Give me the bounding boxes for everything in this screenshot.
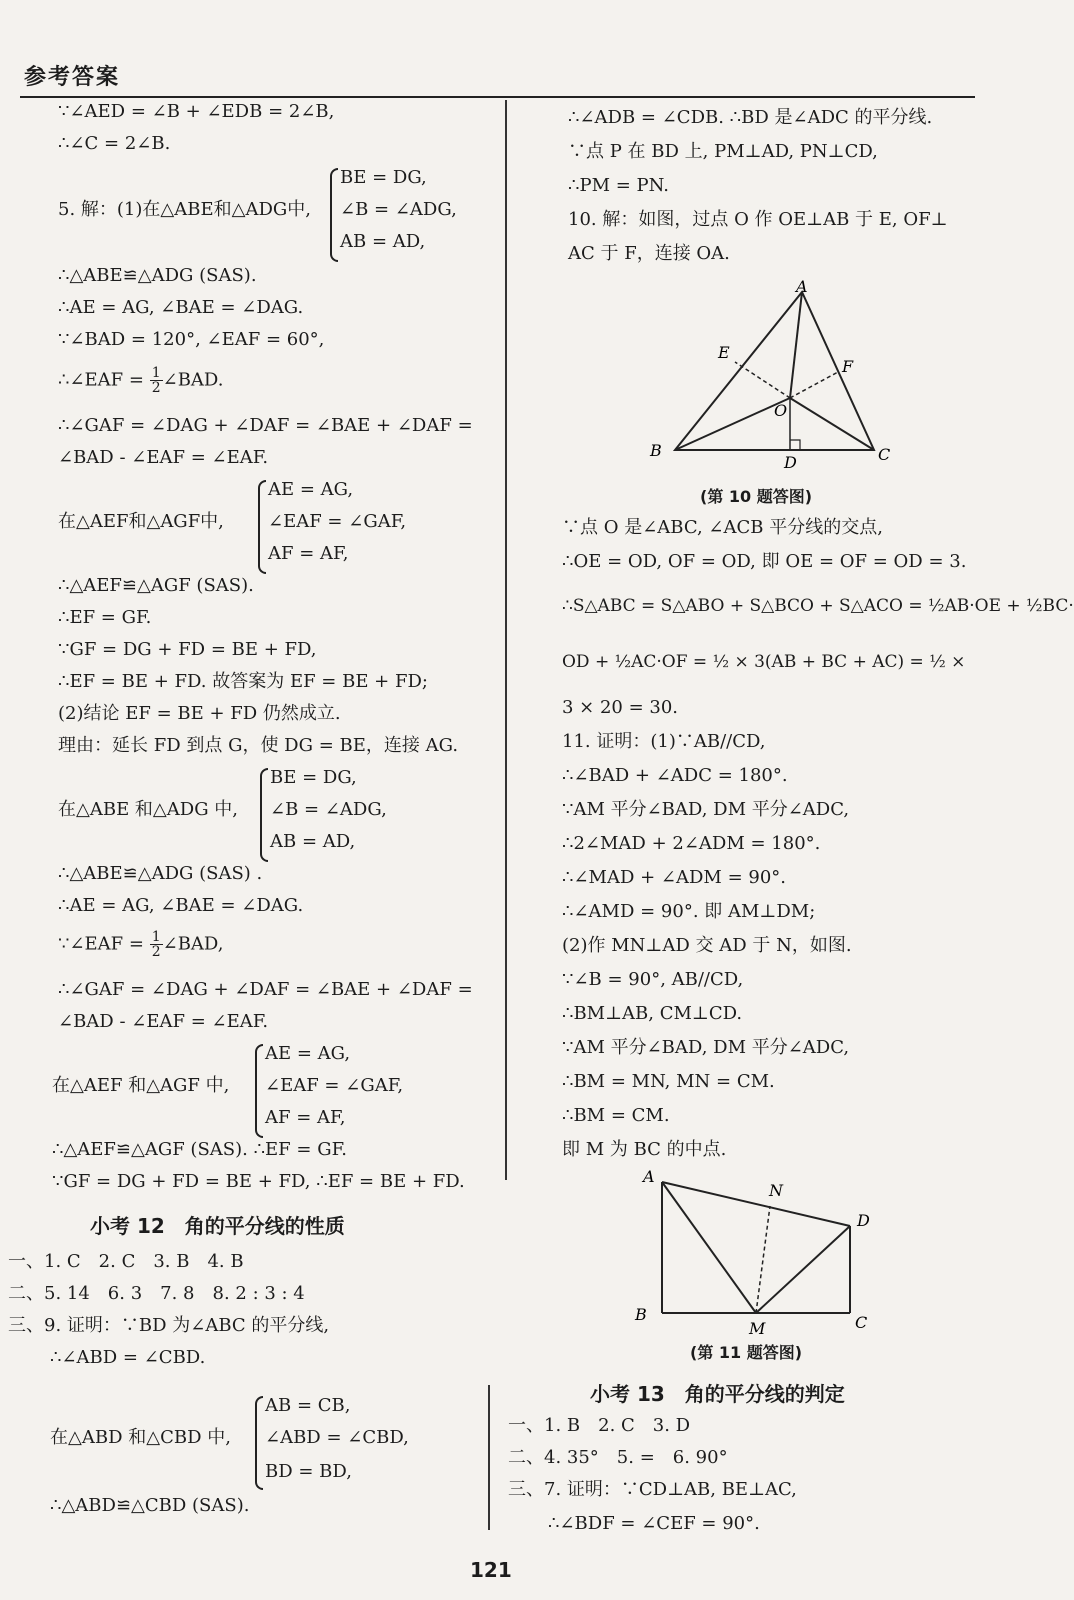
label-a: A <box>796 277 808 296</box>
segment-oe <box>735 362 790 398</box>
text-line: ∠BAD - ∠EAF = ∠EAF. <box>58 447 269 468</box>
system-brace <box>255 1044 263 1138</box>
text-line: ∴∠BDF = ∠CEF = 90°. <box>548 1513 760 1534</box>
text-line: ∴∠AMD = 90°. 即 AM⊥DM; <box>562 901 816 922</box>
text-line: ∴∠C = 2∠B. <box>58 133 171 154</box>
label-c: C <box>878 445 891 464</box>
figure-10-diagram <box>640 277 900 472</box>
system-brace <box>330 168 338 262</box>
text-line: ∴∠BAD + ∠ADC = 180°. <box>562 765 788 786</box>
text-line: ∴AE = AG, ∠BAE = ∠DAG. <box>58 895 304 916</box>
label-d: D <box>857 1211 870 1230</box>
system-brace <box>258 480 266 574</box>
text-line: ∴BM = CM. <box>562 1105 670 1126</box>
segment-mn <box>756 1206 770 1313</box>
system-line: AE = AG, <box>265 1043 351 1064</box>
system-line: AB = AD, <box>340 231 426 252</box>
text-line: ∴AE = AG, ∠BAE = ∠DAG. <box>58 297 304 318</box>
figure-11-caption: (第 11 题答图) <box>690 1343 803 1362</box>
system-line: BD = BD, <box>265 1461 352 1482</box>
text-line: ∴BM = MN, MN = CM. <box>562 1071 775 1092</box>
label-m: M <box>749 1319 766 1338</box>
page-header-title: 参考答案 <box>24 65 121 90</box>
text-line: 10. 解：如图，过点 O 作 OE⊥AB 于 E, OF⊥ <box>568 209 948 230</box>
system-line: ∠B = ∠ADG, <box>340 199 457 220</box>
page-number: 121 <box>470 1558 512 1582</box>
text-line: ∴OE = OD, OF = OD, 即 OE = OF = OD = 3. <box>562 551 967 572</box>
label-o: O <box>774 401 788 420</box>
text-line <box>58 930 223 959</box>
text-line: ∴△AEF≌△AGF (SAS). ∴EF = GF. <box>52 1139 347 1160</box>
system-line: AF = AF, <box>265 1107 346 1128</box>
text-line: ∵GF = DG + FD = BE + FD, ∴EF = BE + FD. <box>52 1171 465 1192</box>
text-line: ∴BM⊥AB, CM⊥CD. <box>562 1003 743 1024</box>
text-line: ∴∠ABD = ∠CBD. <box>50 1347 206 1368</box>
segment-dm <box>756 1226 850 1313</box>
text-segment: ∠BAD, <box>162 933 224 955</box>
text-line <box>58 366 223 395</box>
text-line: ∵AM 平分∠BAD, DM 平分∠ADC, <box>562 1037 850 1058</box>
text-line: 5. 解：(1)在△ABE和△ADG中, <box>58 199 311 220</box>
text-line: (2)结论 EF = BE + FD 仍然成立. <box>58 703 341 724</box>
label-d: D <box>784 453 797 472</box>
label-e: E <box>718 343 730 362</box>
label-n: N <box>769 1181 783 1200</box>
text-line: ∵点 O 是∠ABC, ∠ACB 平分线的交点, <box>562 517 883 538</box>
text-line: 一、1. B 2. C 3. D <box>508 1415 691 1436</box>
text-line: 理由：延长 FD 到点 G，使 DG = BE，连接 AG. <box>58 735 459 756</box>
text-line: 在△AEF和△AGF中, <box>58 511 224 532</box>
section-title: 小考 13 角的平分线的判定 <box>590 1382 845 1406</box>
text-line: 三、9. 证明：∵BD 为∠ABC 的平分线, <box>8 1315 330 1336</box>
right-angle-mark <box>790 440 800 450</box>
system-brace <box>260 768 268 862</box>
fraction: $\frac{1}{2}$ <box>151 365 161 396</box>
text-line: 11. 证明：(1)∵AB//CD, <box>562 731 766 752</box>
column-divider-lower <box>488 1385 490 1530</box>
text-line: ∴∠ADB = ∠CDB. ∴BD 是∠ADC 的平分线. <box>568 107 933 128</box>
text-line: ∴△ABD≌△CBD (SAS). <box>50 1495 250 1516</box>
text-line: ∴∠MAD + ∠ADM = 90°. <box>562 867 787 888</box>
text-line: ∵∠BAD = 120°, ∠EAF = 60°, <box>58 329 325 350</box>
text-line: ∵∠B = 90°, AB//CD, <box>562 969 744 990</box>
text-segment: ∴∠EAF = <box>58 369 150 391</box>
text-line: 即 M 为 BC 的中点. <box>562 1139 727 1160</box>
label-b: B <box>635 1305 647 1324</box>
section-title: 小考 12 角的平分线的性质 <box>90 1214 345 1238</box>
text-line: ∴△AEF≌△AGF (SAS). <box>58 575 254 596</box>
text-line: ∵GF = DG + FD = BE + FD, <box>58 639 317 660</box>
text-line: 二、5. 14 6. 3 7. 8 8. 2 : 3 : 4 <box>8 1283 305 1304</box>
text-line: ∴S△ABC = S△ABO + S△BCO + S△ACO = ½AB·OE + ½BC· <box>562 596 1074 616</box>
text-line: ∠BAD - ∠EAF = ∠EAF. <box>58 1011 269 1032</box>
text-line: 在△ABE 和△ADG 中, <box>58 799 239 820</box>
text-segment: ∵∠EAF = <box>58 933 150 955</box>
segment-ad <box>662 1182 850 1226</box>
system-line: ∠EAF = ∠GAF, <box>268 511 407 532</box>
text-line: ∴EF = GF. <box>58 607 152 628</box>
text-line: 一、1. C 2. C 3. B 4. B <box>8 1251 244 1272</box>
text-line: AC 于 F，连接 OA. <box>568 243 730 264</box>
segment-bo <box>675 398 790 450</box>
system-line: ∠EAF = ∠GAF, <box>265 1075 404 1096</box>
text-line: 3 × 20 = 30. <box>562 697 679 718</box>
text-line: 二、4. 35° 5. = 6. 90° <box>508 1447 728 1468</box>
text-line: ∵点 P 在 BD 上, PM⊥AD, PN⊥CD, <box>568 141 878 162</box>
text-line: (2)作 MN⊥AD 交 AD 于 N，如图. <box>562 935 852 956</box>
text-line: ∵AM 平分∠BAD, DM 平分∠ADC, <box>562 799 850 820</box>
system-line: ∠ABD = ∠CBD, <box>265 1427 409 1448</box>
system-line: ∠B = ∠ADG, <box>270 799 387 820</box>
text-line: ∵∠AED = ∠B + ∠EDB = 2∠B, <box>58 101 335 122</box>
text-line: 在△ABD 和△CBD 中, <box>50 1427 231 1448</box>
system-line: BE = DG, <box>270 767 357 788</box>
text-line: ∴△ABE≌△ADG (SAS) . <box>58 863 263 884</box>
system-line: AB = AD, <box>270 831 356 852</box>
system-line: AB = CB, <box>265 1395 351 1416</box>
segment-ao <box>790 292 802 398</box>
system-line: AF = AF, <box>268 543 349 564</box>
header-rule <box>20 96 975 98</box>
label-c: C <box>855 1313 868 1332</box>
figure-10-caption: (第 10 题答图) <box>700 487 813 506</box>
system-brace <box>255 1396 263 1490</box>
segment-of <box>790 372 838 398</box>
text-line: ∴EF = BE + FD. 故答案为 EF = BE + FD; <box>58 671 428 692</box>
label-f: F <box>842 357 854 376</box>
system-line: AE = AG, <box>268 479 354 500</box>
text-line: OD + ½AC·OF = ½ × 3(AB + BC + AC) = ½ × <box>562 652 966 672</box>
figure-11-diagram <box>635 1168 875 1338</box>
text-line: 三、7. 证明：∵CD⊥AB, BE⊥AC, <box>508 1479 797 1500</box>
fraction: $\frac{1}{2}$ <box>151 929 161 960</box>
text-line: ∴△ABE≌△ADG (SAS). <box>58 265 257 286</box>
text-line: ∴2∠MAD + 2∠ADM = 180°. <box>562 833 821 854</box>
text-line: ∴∠GAF = ∠DAG + ∠DAF = ∠BAE + ∠DAF = <box>58 979 473 1000</box>
text-line: ∴∠GAF = ∠DAG + ∠DAF = ∠BAE + ∠DAF = <box>58 415 473 436</box>
text-line: ∴PM = PN. <box>568 175 669 196</box>
column-divider <box>505 100 507 1180</box>
system-line: BE = DG, <box>340 167 427 188</box>
text-segment: ∠BAD. <box>162 369 224 391</box>
label-b: B <box>650 441 662 460</box>
label-a: A <box>643 1167 655 1186</box>
text-line: 在△AEF 和△AGF 中, <box>52 1075 230 1096</box>
